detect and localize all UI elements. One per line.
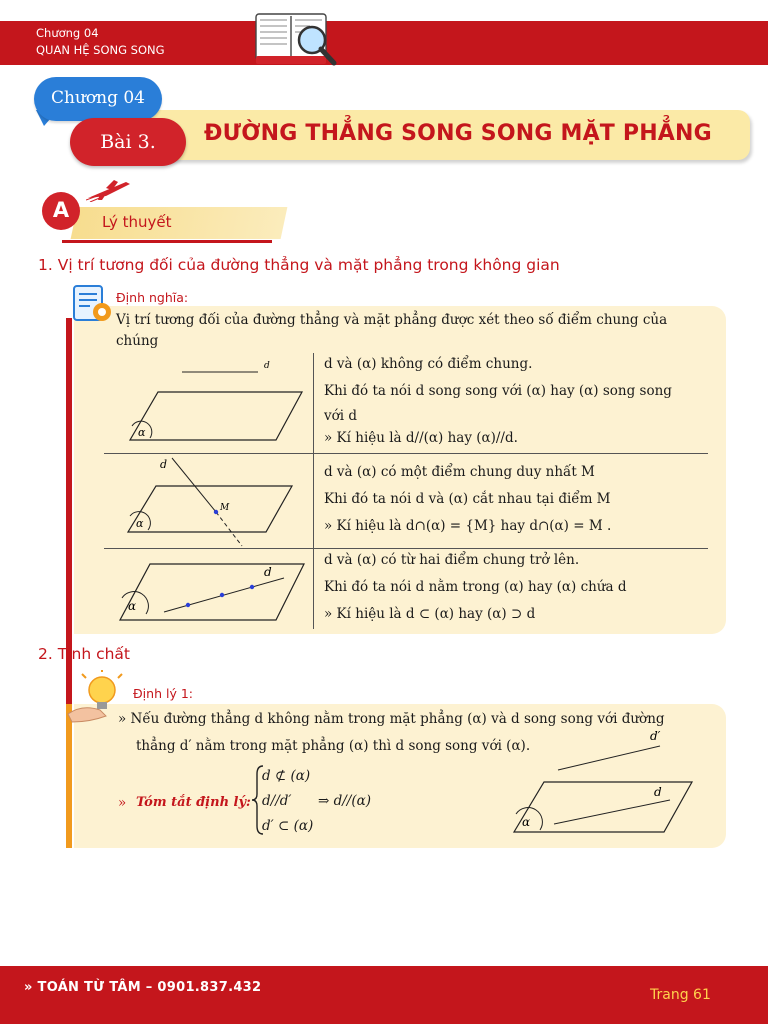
- table-divider-1: [104, 453, 708, 454]
- theorem-label: Định lý 1:: [133, 686, 193, 701]
- fig1-alpha-label: α: [138, 426, 146, 439]
- fig2-M-label: M: [220, 503, 230, 513]
- fig2-d-label: d: [160, 458, 168, 471]
- fig2-alpha-label: α: [136, 517, 144, 530]
- section-a-underline: [62, 240, 272, 243]
- case1-line2: Khi đó ta nói d song song với (α) hay (α) song song: [324, 383, 672, 399]
- table-divider-2: [104, 548, 708, 549]
- page-title: ĐƯỜNG THẲNG SONG SONG MẶT PHẲNG: [204, 121, 712, 146]
- figure-parallel: [126, 358, 306, 448]
- header-topic: QUAN HỆ SONG SONG: [36, 43, 165, 57]
- definition-label: Định nghĩa:: [116, 290, 189, 305]
- airplane-icon: [86, 178, 132, 202]
- case3-line2: Khi đó ta nói d nằm trong (α) hay (α) chứa d: [324, 579, 627, 595]
- theorem-line-1: » Nếu đường thẳng d không nằm trong mặt phẳng (α) và d song song với đường: [118, 711, 665, 727]
- lesson-badge: Bài 3.: [70, 118, 186, 166]
- fig3-alpha-label: α: [128, 599, 137, 613]
- lightbulb-icon: [66, 670, 126, 726]
- system-line-3: d′ ⊂ (α): [262, 818, 314, 834]
- intro-line-1: Vị trí tương đối của đường thẳng và mặt phẳng được xét theo số điểm chung của: [116, 312, 668, 328]
- part1-heading: 1. Vị trí tương đối của đường thẳng và mặt phẳng trong không gian: [38, 256, 560, 274]
- system-line-1: d ⊄ (α): [262, 768, 311, 784]
- summary-bullet: »: [118, 795, 127, 811]
- case2-line1: d và (α) có một điểm chung duy nhất M: [324, 464, 595, 480]
- fig4-alpha-label: α: [522, 815, 531, 829]
- theorem-line-2: thẳng d′ nằm trong mặt phẳng (α) thì d song song với (α).: [136, 738, 531, 754]
- fig4-dprime-label: d′: [650, 729, 661, 743]
- case1-line1: d và (α) không có điểm chung.: [324, 356, 533, 372]
- fig1-d-label: d: [264, 361, 270, 371]
- part2-heading: 2. Tính chất: [38, 645, 130, 663]
- figure-intersect: [126, 456, 306, 548]
- case3-line1: d và (α) có từ hai điểm chung trở lên.: [324, 552, 580, 568]
- table-divider-vertical: [313, 353, 314, 629]
- section-a-circle: A: [42, 192, 80, 230]
- footer-brand: » TOÁN TỪ TÂM – 0901.837.432: [24, 980, 262, 995]
- chapter-badge: Chương 04: [34, 77, 162, 121]
- case1-line4: » Kí hiệu là d//(α) hay (α)//d.: [324, 430, 518, 446]
- fig3-d-label: d: [264, 565, 272, 579]
- theorem-conclusion: ⇒ d//(α): [318, 793, 371, 809]
- figure-contained: [118, 554, 308, 628]
- intro-line-2: chúng: [116, 333, 159, 349]
- section-a-label: Lý thuyết: [102, 213, 172, 231]
- summary-label: Tóm tắt định lý:: [136, 795, 251, 810]
- page-number: Trang 61: [650, 987, 711, 1003]
- note-icon: [70, 282, 114, 326]
- header-chapter: Chương 04: [36, 26, 99, 40]
- system-line-2: d//d′: [262, 793, 292, 809]
- fig4-d-label: d: [654, 785, 662, 799]
- case3-line3: » Kí hiệu là d ⊂ (α) hay (α) ⊃ d: [324, 606, 536, 622]
- case1-line3: với d: [324, 408, 358, 424]
- case2-line3: » Kí hiệu là d∩(α) = {M} hay d∩(α) = M .: [324, 518, 612, 534]
- figure-theorem: [510, 726, 696, 836]
- book-magnifier-icon: [254, 6, 338, 68]
- case2-line2: Khi đó ta nói d và (α) cắt nhau tại điểm M: [324, 491, 611, 507]
